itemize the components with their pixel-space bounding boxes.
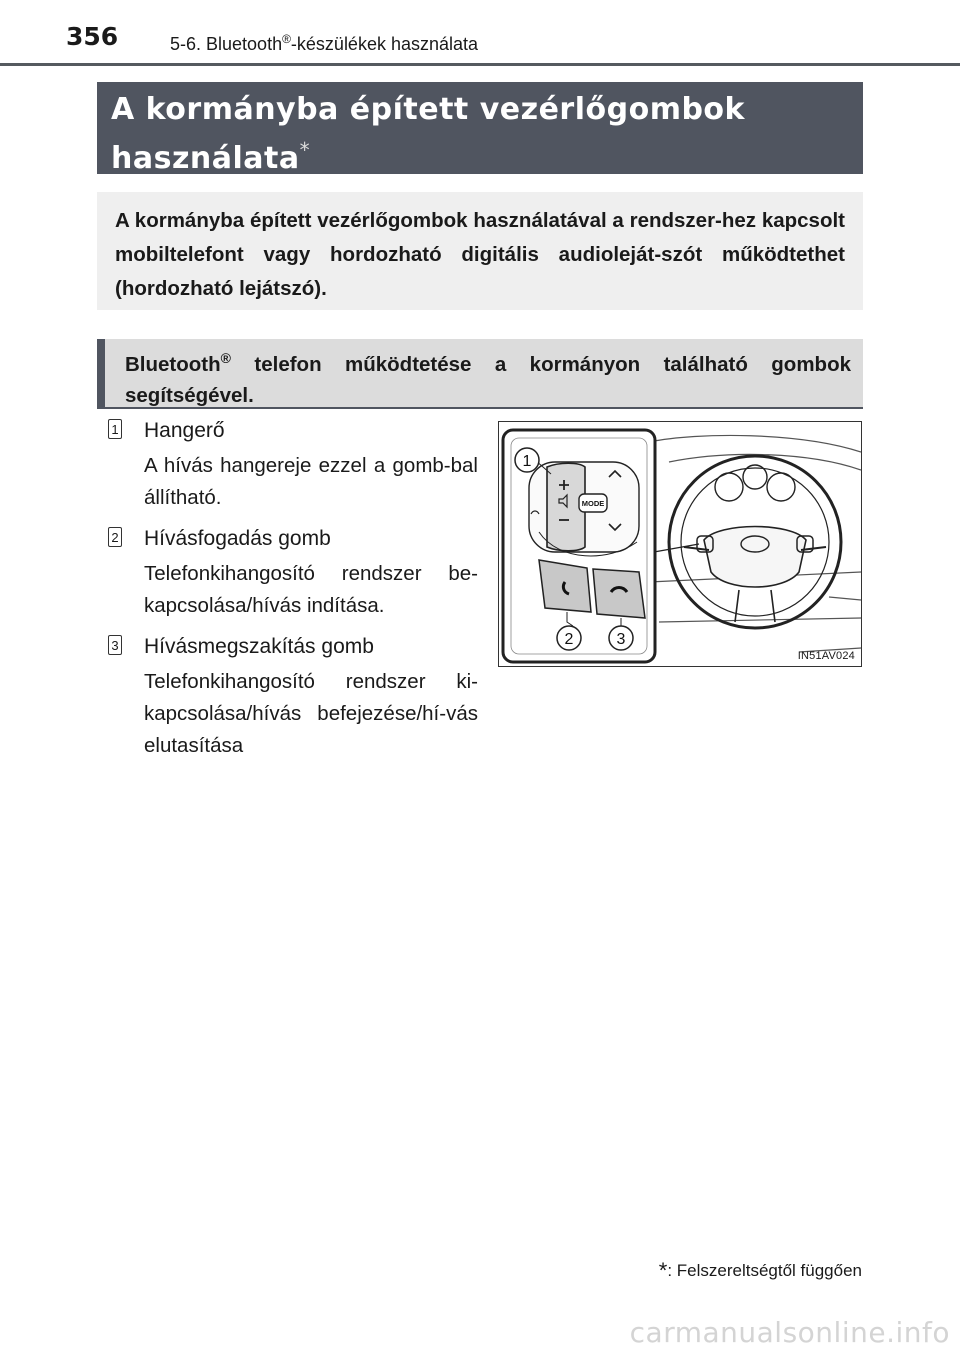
watermark: carmanualsonline.info	[629, 1316, 950, 1349]
subheading-registered-mark: ®	[220, 350, 231, 366]
header-rule	[0, 63, 960, 66]
section-name: 5-6. Bluetooth	[170, 34, 283, 54]
footnote-asterisk: *	[658, 1258, 668, 1283]
subheading-part-2: telefon működtetése a kormányon található gombok segítségével.	[125, 352, 851, 407]
figure-code: IN51AV024	[797, 650, 855, 662]
item-description: Telefonkihangosító rendszer ki-kapcsolása/hívás befejezése/hí-vás elutasítása	[144, 670, 478, 757]
footnote-text: : Felszereltségtől függően	[667, 1261, 862, 1280]
steering-wheel-illustration	[499, 422, 862, 667]
list-item	[108, 412, 478, 514]
callout-3: 3	[616, 631, 626, 648]
title-line-1: A kormányba épített vezérlőgombok	[111, 92, 745, 127]
footnote	[659, 1258, 862, 1284]
callout-1: 1	[522, 453, 532, 470]
subheading-text	[125, 343, 851, 411]
registered-mark: ®	[282, 32, 291, 46]
item-number-badge: 2	[108, 527, 122, 547]
intro-box	[97, 192, 863, 310]
title-asterisk: *	[299, 138, 311, 162]
page-number: 356	[66, 22, 119, 51]
subheading	[97, 339, 863, 409]
item-label: Hívásmegszakítás gomb	[144, 635, 374, 658]
list-item	[108, 628, 478, 762]
mode-button-label: MODE	[581, 499, 605, 508]
item-label: Hangerő	[144, 419, 225, 442]
section-suffix: -készülékek használata	[290, 34, 479, 54]
page-header	[0, 0, 960, 70]
item-description: A hívás hangereje ezzel a gomb-bal állítható.	[144, 454, 478, 509]
list-item	[108, 520, 478, 622]
callout-2: 2	[564, 631, 574, 648]
item-description: Telefonkihangosító rendszer be-kapcsolása/hívás indítása.	[144, 562, 478, 617]
item-number-badge: 3	[108, 635, 122, 655]
item-number-badge: 1	[108, 419, 122, 439]
section-title	[170, 32, 478, 55]
button-list	[108, 412, 478, 768]
steering-wheel-figure	[498, 421, 862, 667]
subheading-part-1: Bluetooth	[125, 352, 221, 376]
item-label: Hívásfogadás gomb	[144, 527, 331, 550]
title-line-2-text: használata	[111, 141, 300, 176]
intro-text: A kormányba épített vezérlőgombok használatával a rendszer-hez kapcsolt mobiltelefont vagy hordozható digitális audioleját-szót működtethet (hordozható lejátszó).	[115, 209, 845, 300]
title-line-2	[111, 130, 849, 179]
title-bar	[97, 82, 863, 174]
